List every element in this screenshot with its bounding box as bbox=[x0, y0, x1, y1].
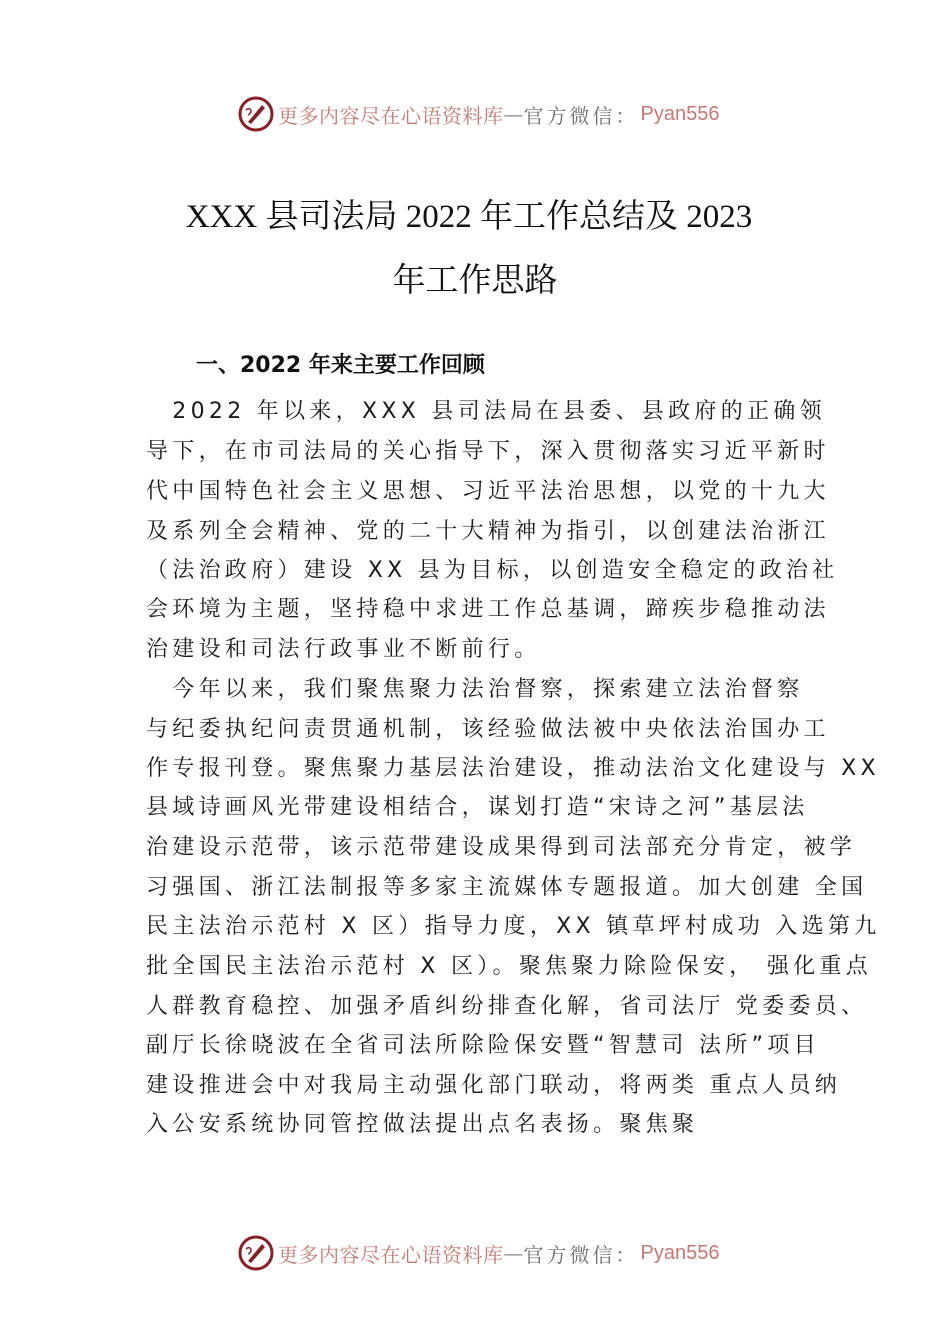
watermark-dash: — bbox=[503, 1241, 524, 1265]
body-line: 代中国特色社会主义思想、习近平法治思想，以党的十九大 bbox=[146, 479, 830, 504]
document-title-line-1: XXX 县司法局 2022 年工作总结及 2023 bbox=[185, 199, 753, 235]
quill-logo-icon bbox=[238, 96, 274, 132]
body-line: 及系列全会精神、党的二十大精神为指引，以创建法治浙江 bbox=[146, 519, 830, 544]
watermark-source-text: 更多内容尽在心语资料库 bbox=[278, 1242, 504, 1267]
section-heading-1: 一、2022 年来主要工作回顾 bbox=[196, 353, 485, 378]
watermark-wechat-label: 官方微信： bbox=[523, 1242, 639, 1267]
body-line: 副厅长徐晓波在全省司法所除险保安暨“智慧司 法所”项目 bbox=[146, 1033, 820, 1058]
watermark-wechat-id: Pyan556 bbox=[640, 102, 720, 125]
body-line: 民主法治示范村 X 区）指导力度，XX 镇草坪村成功 入选第九 bbox=[146, 914, 881, 939]
body-line: 2022 年以来，XXX 县司法局在县委、县政府的正确领 bbox=[146, 399, 826, 424]
body-line: 建设推进会中对我局主动强化部门联动，将两类 重点人员纳 bbox=[146, 1073, 842, 1098]
quill-logo-icon bbox=[238, 1235, 274, 1271]
body-line: 批全国民主法治示范村 X 区）。聚焦聚力除险保安， 强化重点 bbox=[146, 954, 873, 979]
body-line: 治建设和司法行政事业不断前行。 bbox=[146, 637, 541, 662]
document-title-line-2: 年工作思路 bbox=[392, 263, 558, 299]
watermark-banner-top bbox=[238, 94, 719, 134]
body-line: 习强国、浙江法制报等多家主流媒体专题报道。加大创建 全国 bbox=[146, 875, 868, 900]
body-line: 县域诗画风光带建设相结合，谋划打造“宋诗之河”基层法 bbox=[146, 795, 809, 820]
watermark-banner-bottom bbox=[238, 1233, 719, 1273]
watermark-wechat-id: Pyan556 bbox=[640, 1241, 720, 1264]
body-line: 与纪委执纪问责贯通机制，该经验做法被中央依法治国办工 bbox=[146, 717, 830, 742]
body-line: （法治政府）建设 XX 县为目标，以创造安全稳定的政治社 bbox=[146, 558, 839, 583]
watermark-source-text: 更多内容尽在心语资料库 bbox=[278, 103, 504, 128]
body-line: 今年以来，我们聚焦聚力法治督察，探索建立法治督察 bbox=[146, 677, 804, 702]
body-line: 人群教育稳控、加强矛盾纠纷排查化解，省司法厅 党委委员、 bbox=[146, 994, 868, 1019]
body-line: 导下，在市司法局的关心指导下，深入贯彻落实习近平新时 bbox=[146, 439, 830, 464]
watermark-dash: — bbox=[503, 102, 524, 126]
body-line: 入公安系统协同管控做法提出点名表扬。聚焦聚 bbox=[146, 1112, 699, 1137]
body-line: 会环境为主题，坚持稳中求进工作总基调，蹄疾步稳推动法 bbox=[146, 597, 830, 622]
body-line: 作专报刊登。聚焦聚力基层法治建设，推动法治文化建设与 XX bbox=[146, 756, 880, 781]
body-line: 治建设示范带，该示范带建设成果得到司法部充分肯定，被学 bbox=[146, 835, 857, 860]
watermark-wechat-label: 官方微信： bbox=[523, 103, 639, 128]
